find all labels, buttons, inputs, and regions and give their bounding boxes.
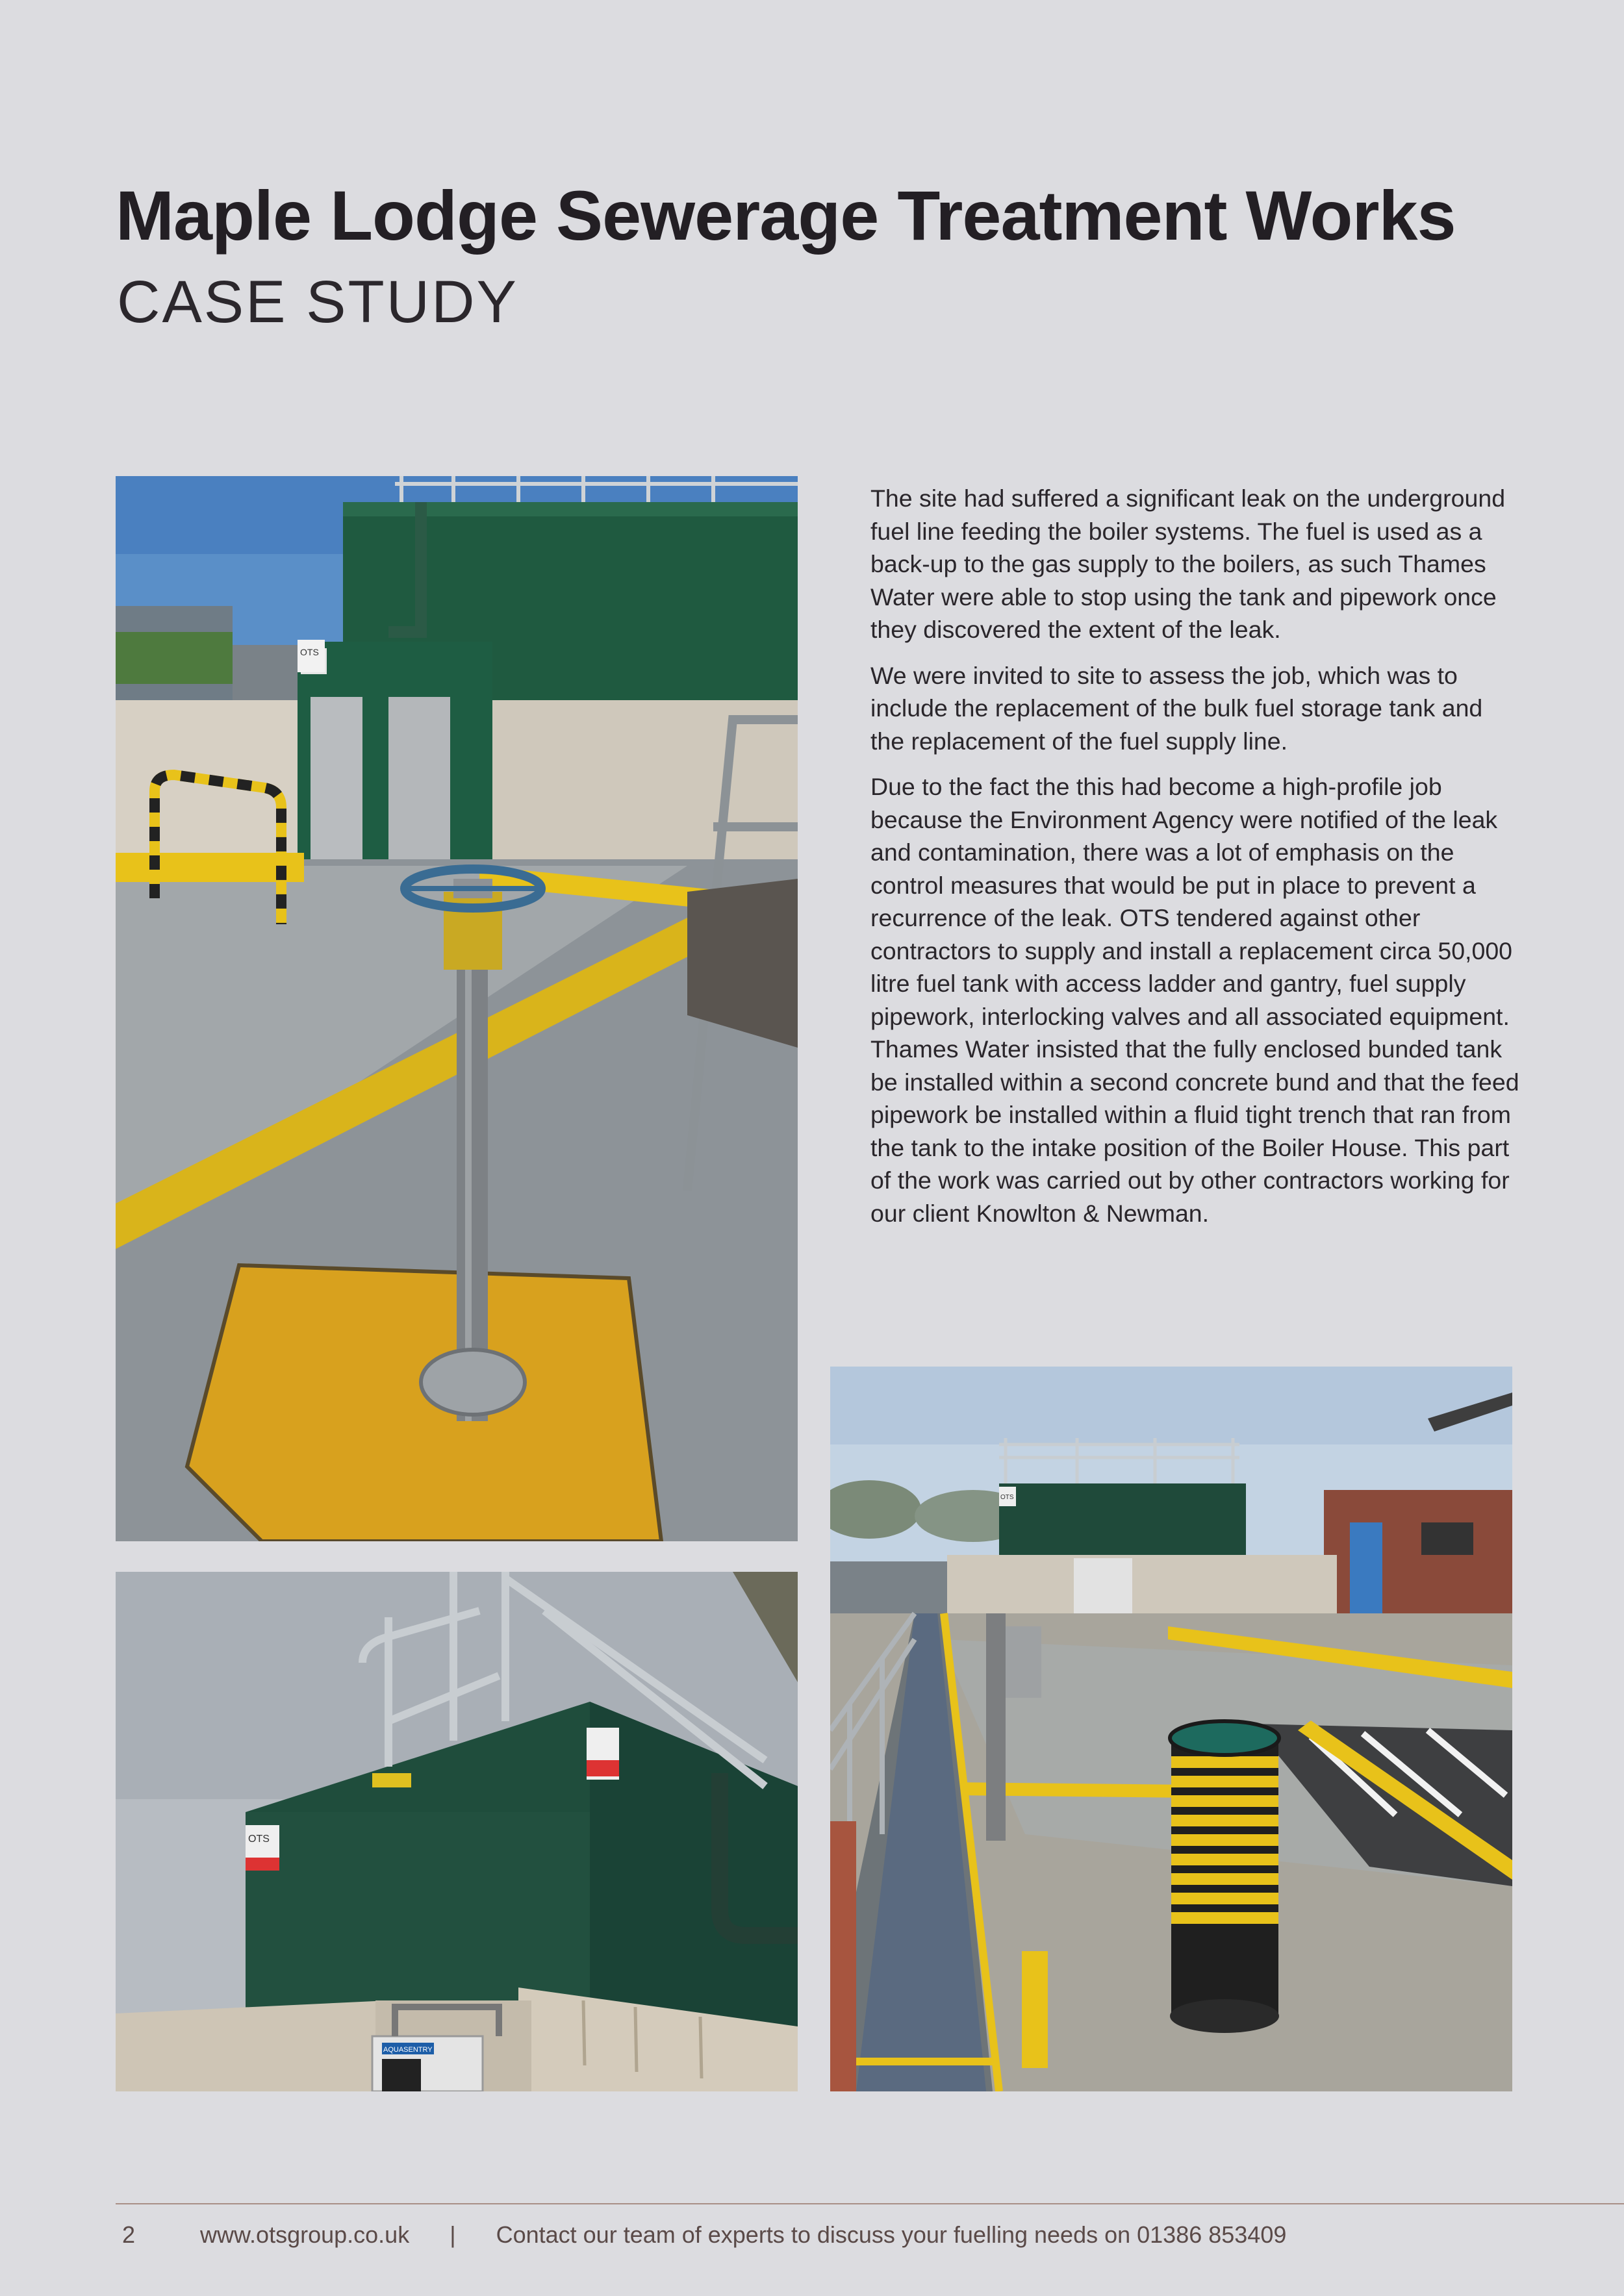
- body-paragraph: We were invited to site to assess the job, which was to include the replacement of the bulk fuel storage tank and the replacement of the fuel supply line.: [870, 661, 1483, 755]
- tank-sign-text: OTS: [300, 647, 319, 657]
- footer-divider: [116, 2203, 1624, 2204]
- tank-sign-text-3: OTS: [1000, 1494, 1014, 1501]
- page-footer: [122, 2221, 1286, 2249]
- tank-sign-text-2: OTS: [248, 1834, 270, 1845]
- contact-text: Contact our team of experts to discuss your fuelling needs on 01386 853409: [496, 2221, 1287, 2248]
- photo-bund-walkway: [830, 1367, 1512, 2091]
- panel-sign-text: AQUASENTRY: [383, 2046, 433, 2054]
- body-paragraph: The site had suffered a significant leak on the underground fuel line feeding the boiler systems. The fuel is used as a back-up to the gas supply to the boilers, as such Thames Water were able to stop using the tank and pipework once they discovered the extent of the leak.: [870, 485, 1506, 643]
- photo-tank-gantry: [116, 1572, 798, 2091]
- case-study-body: [870, 482, 1520, 1243]
- page-number: 2: [122, 2221, 136, 2248]
- page-subtitle: CASE STUDY: [117, 269, 518, 335]
- footer-separator: |: [450, 2221, 456, 2248]
- photo-valve-standpipe: [116, 476, 798, 1541]
- page-title: Maple Lodge Sewerage Treatment Works: [116, 176, 1456, 255]
- website-link[interactable]: www.otsgroup.co.uk: [200, 2221, 410, 2248]
- body-paragraph: Due to the fact the this had become a high-profile job because the Environment Agency were notified of the leak and contamination, there was a lot of emphasis on the control measures that would be put in place to prevent a recurrence of the leak. OTS tendered against other contractors to supply and install a replacement circa 50,000 litre fuel tank with access ladder and gantry, fuel supply pipework, interlocking valves and all associated equipment. Thames Water insisted that the fully enclosed bunded tank be installed within a second concrete bund and that the feed pipework be installed within a fluid tight trench that ran from the tank to the intake position of the Boiler House. This part of the work was carried out by other contractors working for our client Knowlton & Newman.: [870, 773, 1519, 1227]
